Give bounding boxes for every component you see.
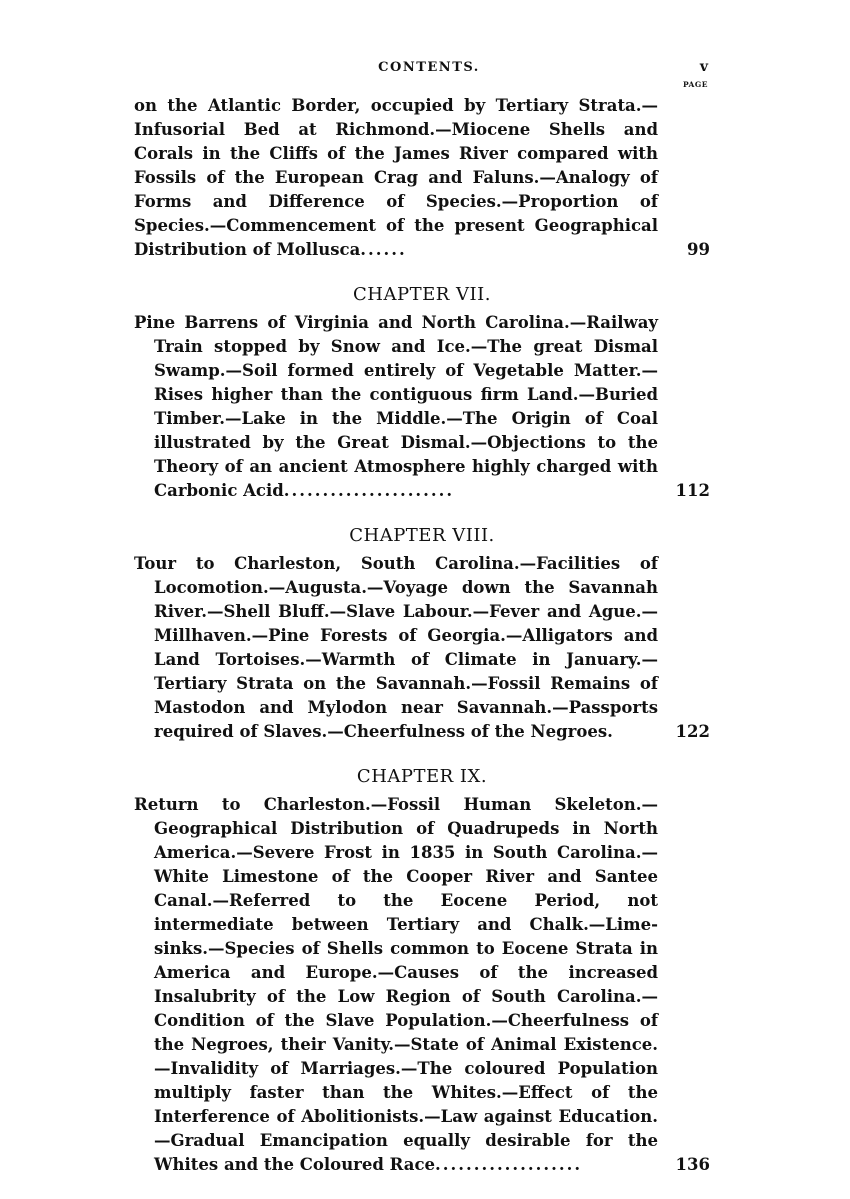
toc-entry-chapter-8 (134, 552, 710, 744)
table-of-contents (134, 94, 710, 1199)
toc-page-number: 112 (675, 481, 710, 500)
chapter-heading-7: CHAPTER VII. (353, 284, 491, 305)
toc-entry-chapter-7 (134, 311, 710, 503)
page-number: v (699, 59, 708, 75)
chapter-heading-8: CHAPTER VIII. (349, 525, 495, 546)
toc-entry-text: on the Atlantic Border, occupied by Tertiary Strata.—Infusorial Bed at Richmond.—Miocene Shells and Corals in the Cliffs of the James River compared with Fossils of the European Crag and Faluns.—Analogy of Forms and Difference of Species.—Proportion of Species.—Commencement of the present Geographical Distribution of Mollusca...... (134, 96, 658, 259)
dot-leader: ...................... (283, 481, 455, 500)
page-column-label: PAGE (682, 80, 708, 89)
dot-leader: ...... (360, 240, 407, 259)
toc-entry-text: Pine Barrens of Virginia and North Carolina.—Railway Train stopped by Snow and Ice.—The great Dismal Swamp.—Soil formed entirely of Vegetable Matter.—Rises higher than the contiguous firm Land.—Buried Timber.—Lake in the Middle.—The Origin of Coal illustrated by the Great Dismal.—Objections to the Theory of an ancient Atmosphere highly charged with Carbonic Acid...................... (134, 313, 658, 500)
toc-entry-text: Tour to Charleston, South Carolina.—Facilities of Locomotion.—Augusta.—Voyage down the Savannah River.—Shell Bluff.—Slave Labour.—Fever and Ague.—Millhaven.—Pine Forests of Georgia.—Alligators and Land Tortoises.—Warmth of Climate in January.—Tertiary Strata on the Savannah.—Fossil Remains of Mastodon and Mylodon near Savannah.—Passports required of Slaves.—Cheerfulness of the Negroes. (134, 554, 658, 741)
toc-entry-text: Return to Charleston.—Fossil Human Skeleton.—Geographical Distribution of Quadrupeds in North America.—Severe Frost in 1835 in South Carolina.—White Limestone of the Cooper River and Santee Canal.—Referred to the Eocene Period, not intermediate between Tertiary and Chalk.—Lime-sinks.—Species of Shells common to Eocene Strata in America and Europe.—Causes of the increased Insalubrity of the Low Region of South Carolina.—Condition of the Slave Population.—Cheerfulness of the Negroes, their Vanity.—State of Animal Existence.—Invalidity of Marriages.—The coloured Population multiply faster than the Whites.—Effect of the Interference of Abolitionists.—Law against Education.—Gradual Emancipation equally desirable for the Whites and the Coloured Race................... (134, 795, 658, 1174)
toc-page-number: 122 (675, 722, 710, 741)
chapter-heading-9: CHAPTER IX. (356, 766, 488, 787)
dot-leader: ................... (434, 1155, 583, 1174)
running-title: CONTENTS. (378, 60, 480, 75)
page-header (150, 56, 708, 89)
toc-entry-chapter-6-continued (134, 94, 710, 262)
toc-page-number: 99 (687, 240, 710, 259)
toc-page-number: 136 (675, 1155, 710, 1174)
toc-entry-chapter-9 (134, 793, 710, 1177)
